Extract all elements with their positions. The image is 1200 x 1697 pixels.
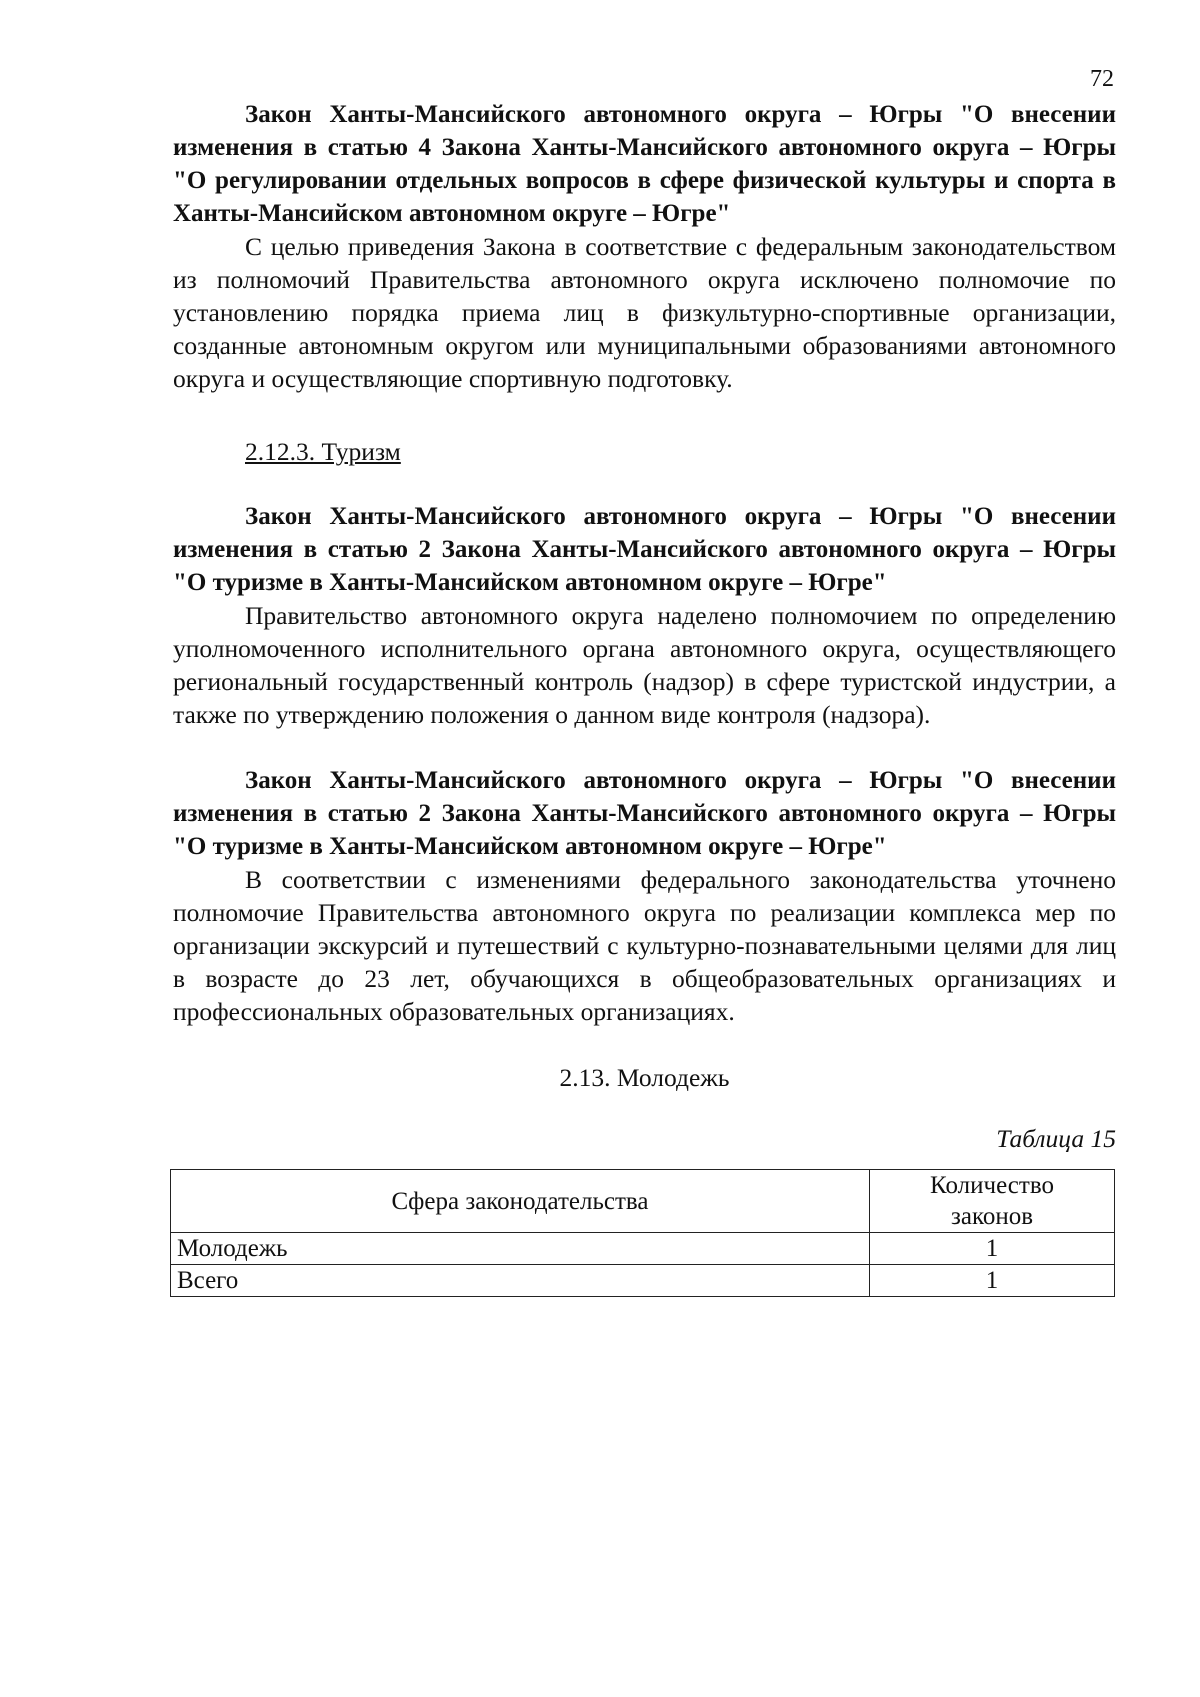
law-title-sport: Закон Ханты-Мансийского автономного округа – Югры "О внесении изменения в статью 4 Закона Ханты-Мансийского автономного округа – Югры "О регулировании отдельных вопросов в сфере физической культуры и спорта в Ханты-Мансийском автономном округе – Югре" bbox=[173, 101, 1116, 227]
law-description-tourism-1: Правительство автономного округа наделено полномочием по определению уполномоченного исполнительного органа автономного округа, осуществляющего региональный государственный контроль (надзор) в сфере туристской индустрии, а также по утверждению положения о данном виде контроля (надзора). bbox=[173, 601, 1116, 729]
legislation-table bbox=[170, 1169, 1115, 1297]
table-row bbox=[171, 1265, 1115, 1297]
law-title-tourism-1: Закон Ханты-Мансийского автономного округа – Югры "О внесении изменения в статью 2 Закона Ханты-Мансийского автономного округа – Югры "О туризме в Ханты-Мансийском автономном округе – Югре" bbox=[173, 503, 1116, 596]
law-description-sport: С целью приведения Закона в соответствие с федеральным законодательством из полномочий Правительства автономного округа исключено полномочие по установлению порядка приема лиц в физкультурно-спортивные организации, созданные автономным округом или муниципальными образованиями автономного округа и осуществляющие спортивную подготовку. bbox=[173, 232, 1116, 393]
document-content bbox=[173, 98, 1116, 1297]
row-count: 1 bbox=[870, 1265, 1115, 1297]
table-header-row bbox=[171, 1170, 1115, 1233]
table-caption: Таблица 15 bbox=[996, 1124, 1116, 1153]
header-sphere: Сфера законодательства bbox=[171, 1170, 870, 1233]
header-count-line1: Количество bbox=[930, 1172, 1054, 1199]
law-title-tourism-2: Закон Ханты-Мансийского автономного округа – Югры "О внесении изменения в статью 2 Закона Ханты-Мансийского автономного округа – Югры "О туризме в Ханты-Мансийском автономном округе – Югре" bbox=[173, 767, 1116, 860]
header-count-line2: законов bbox=[950, 1203, 1034, 1230]
law-description-tourism-2: В соответствии с изменениями федерального законодательства уточнено полномочие Правительства автономного округа по реализации комплекса мер по организации экскурсий и путешествий с культурно-познавательными целями для лиц в возрасте до 23 лет, обучающихся в общеобразовательных организациях и профессиональных образовательных организациях. bbox=[173, 865, 1116, 1026]
row-name: Всего bbox=[171, 1265, 870, 1297]
section-title-youth: 2.13. Молодежь bbox=[559, 1063, 730, 1092]
page-number: 72 bbox=[1090, 66, 1114, 92]
section-title-tourism: 2.12.3. Туризм bbox=[245, 437, 401, 466]
row-count: 1 bbox=[870, 1233, 1115, 1265]
header-count bbox=[870, 1170, 1115, 1233]
table-row bbox=[171, 1233, 1115, 1265]
row-name: Молодежь bbox=[171, 1233, 870, 1265]
